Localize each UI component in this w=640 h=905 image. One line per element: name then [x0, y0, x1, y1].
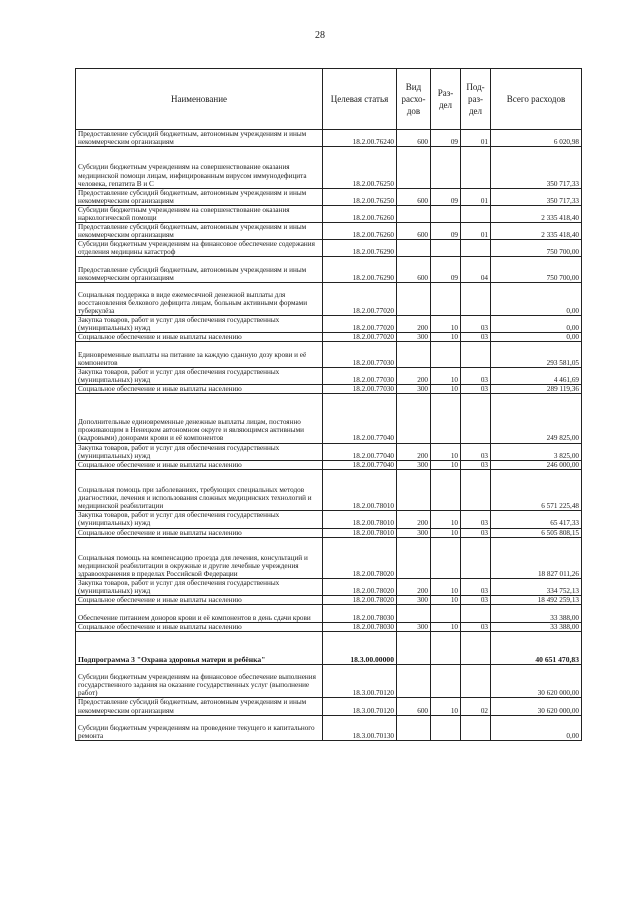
cell-name: Социальное обеспечение и иные выплаты населению [76, 622, 323, 631]
cell-total: 3 825,00 [491, 443, 582, 460]
cell-target-article: 18.2.00.77040 [323, 443, 397, 460]
cell-name: Субсидии бюджетным учреждениям на совершенствование оказания наркологической помощи [76, 205, 323, 222]
header-expense-type: Вид расхо-дов [397, 69, 431, 130]
cell-name: Социальная помощь на компенсацию проезда для лечения, консультаций и медицинской реабилитации в окружные и другие лечебные учреждения здравоохранения в пределах Российской Федерации [76, 537, 323, 579]
cell-expense-type: 200 [397, 511, 431, 528]
cell-subsection [461, 240, 491, 257]
cell-target-article: 18.2.00.76290 [323, 240, 397, 257]
cell-section: 10 [431, 367, 461, 384]
cell-subsection: 03 [461, 443, 491, 460]
cell-name: Социальное обеспечение и иные выплаты населению [76, 384, 323, 393]
cell-name: Закупка товаров, работ и услуг для обеспечения государственных (муниципальных) нужд [76, 367, 323, 384]
cell-expense-type [397, 665, 431, 698]
cell-section: 10 [431, 622, 461, 631]
cell-expense-type: 200 [397, 316, 431, 333]
table-row [76, 443, 582, 460]
table-row [76, 605, 582, 622]
table-row [76, 342, 582, 367]
cell-expense-type [397, 240, 431, 257]
table-row [76, 715, 582, 740]
cell-total: 30 620 000,00 [491, 698, 582, 715]
cell-expense-type: 600 [397, 698, 431, 715]
cell-expense-type: 300 [397, 333, 431, 342]
table-row [76, 537, 582, 579]
cell-total: 6 020,98 [491, 130, 582, 147]
cell-section [431, 393, 461, 443]
cell-expense-type [397, 469, 431, 511]
table-row [76, 698, 582, 715]
cell-total: 750 700,00 [491, 257, 582, 282]
cell-total: 4 461,69 [491, 367, 582, 384]
cell-name: Социальное обеспечение и иные выплаты населению [76, 460, 323, 469]
cell-total: 2 335 418,40 [491, 223, 582, 240]
cell-expense-type: 600 [397, 188, 431, 205]
cell-expense-type [397, 342, 431, 367]
cell-expense-type: 300 [397, 596, 431, 605]
cell-target-article: 18.2.00.78020 [323, 579, 397, 596]
cell-total: 33 388,00 [491, 605, 582, 622]
table-row [76, 393, 582, 443]
cell-subsection: 03 [461, 384, 491, 393]
cell-target-article: 18.2.00.77020 [323, 282, 397, 315]
page-number: 28 [315, 30, 325, 41]
cell-target-article: 18.3.00.70130 [323, 715, 397, 740]
table-row [76, 316, 582, 333]
cell-section: 10 [431, 384, 461, 393]
header-target-article: Целевая статья [323, 69, 397, 130]
cell-section: 09 [431, 257, 461, 282]
table-row [76, 188, 582, 205]
table-row [76, 147, 582, 189]
cell-section: 09 [431, 188, 461, 205]
cell-subsection [461, 469, 491, 511]
header-name: Наименование [76, 69, 323, 130]
cell-total: 246 000,00 [491, 460, 582, 469]
cell-total: 33 388,00 [491, 622, 582, 631]
cell-target-article: 18.2.00.76240 [323, 130, 397, 147]
cell-total: 6 571 225,48 [491, 469, 582, 511]
cell-name: Субсидии бюджетным учреждениям на проведение текущего и капитального ремонта [76, 715, 323, 740]
cell-subsection [461, 393, 491, 443]
cell-subsection: 03 [461, 367, 491, 384]
cell-total: 0,00 [491, 715, 582, 740]
table-row [76, 282, 582, 315]
cell-target-article: 18.2.00.77030 [323, 342, 397, 367]
cell-section [431, 469, 461, 511]
cell-expense-type: 600 [397, 257, 431, 282]
cell-section: 10 [431, 333, 461, 342]
cell-section [431, 715, 461, 740]
table-body [76, 130, 582, 741]
cell-section [431, 605, 461, 622]
cell-target-article: 18.2.00.76260 [323, 205, 397, 222]
table-row [76, 469, 582, 511]
table-row [76, 460, 582, 469]
cell-total: 750 700,00 [491, 240, 582, 257]
cell-section [431, 205, 461, 222]
cell-subsection [461, 665, 491, 698]
cell-total: 334 752,13 [491, 579, 582, 596]
table-row [76, 528, 582, 537]
cell-name: Закупка товаров, работ и услуг для обеспечения государственных (муниципальных) нужд [76, 443, 323, 460]
cell-subsection: 01 [461, 188, 491, 205]
cell-expense-type [397, 631, 431, 664]
cell-subsection: 03 [461, 622, 491, 631]
cell-subsection: 01 [461, 130, 491, 147]
cell-expense-type [397, 205, 431, 222]
cell-subsection: 03 [461, 316, 491, 333]
cell-subsection [461, 282, 491, 315]
table-header-row [76, 69, 582, 130]
cell-target-article: 18.3.00.00000 [323, 631, 397, 664]
cell-section [431, 240, 461, 257]
cell-subsection: 02 [461, 698, 491, 715]
cell-total: 289 119,36 [491, 384, 582, 393]
cell-subsection: 03 [461, 528, 491, 537]
cell-expense-type: 600 [397, 223, 431, 240]
cell-target-article: 18.2.00.77030 [323, 367, 397, 384]
cell-target-article: 18.2.00.78020 [323, 596, 397, 605]
cell-total: 350 717,33 [491, 188, 582, 205]
cell-name: Дополнительные единовременные денежные выплаты лицам, постоянно проживающим в Ненецком автономном округе и являющимся активными (кадровыми) донорами крови и её компонентов [76, 393, 323, 443]
cell-name: Предоставление субсидий бюджетным, автономным учреждениям и иным некоммерческим организациям [76, 188, 323, 205]
cell-target-article: 18.2.00.76250 [323, 188, 397, 205]
cell-name: Социальная поддержка в виде ежемесячной денежной выплаты для восстановления белкового дефицита лицам, больным активными формами туберкулёза [76, 282, 323, 315]
cell-subsection [461, 605, 491, 622]
cell-name: Закупка товаров, работ и услуг для обеспечения государственных (муниципальных) нужд [76, 579, 323, 596]
cell-total: 0,00 [491, 333, 582, 342]
cell-expense-type [397, 715, 431, 740]
cell-total: 18 492 259,13 [491, 596, 582, 605]
expenditure-table [75, 68, 582, 741]
cell-section [431, 665, 461, 698]
cell-target-article: 18.2.00.78030 [323, 605, 397, 622]
cell-name: Социальное обеспечение и иные выплаты населению [76, 528, 323, 537]
cell-expense-type: 300 [397, 460, 431, 469]
table-row [76, 205, 582, 222]
cell-total: 0,00 [491, 282, 582, 315]
cell-total: 30 620 000,00 [491, 665, 582, 698]
cell-expense-type: 200 [397, 443, 431, 460]
cell-subsection: 04 [461, 257, 491, 282]
cell-target-article: 18.3.00.70120 [323, 665, 397, 698]
cell-subsection [461, 342, 491, 367]
cell-expense-type [397, 393, 431, 443]
cell-section: 10 [431, 511, 461, 528]
table-row [76, 130, 582, 147]
cell-target-article: 18.2.00.78030 [323, 622, 397, 631]
cell-name: Социальное обеспечение и иные выплаты населению [76, 596, 323, 605]
cell-name: Единовременные выплаты на питание за каждую сданную дозу крови и её компонентов [76, 342, 323, 367]
table-row [76, 622, 582, 631]
table-row [76, 333, 582, 342]
header-subsection: Под-раз-дел [461, 69, 491, 130]
cell-name: Социальная помощь при заболеваниях, требующих специальных методов диагностики, лечения и использования сложных медицинских технологий и медицинской реабилитации [76, 469, 323, 511]
cell-section: 10 [431, 528, 461, 537]
table-row [76, 223, 582, 240]
cell-section: 10 [431, 443, 461, 460]
table-row [76, 384, 582, 393]
cell-total: 6 505 808,15 [491, 528, 582, 537]
table-row [76, 367, 582, 384]
cell-target-article: 18.2.00.77040 [323, 460, 397, 469]
cell-section: 09 [431, 223, 461, 240]
table-row [76, 257, 582, 282]
header-section: Раз-дел [431, 69, 461, 130]
cell-name: Закупка товаров, работ и услуг для обеспечения государственных (муниципальных) нужд [76, 316, 323, 333]
cell-total: 350 717,33 [491, 147, 582, 189]
cell-name: Субсидии бюджетным учреждениям на совершенствование оказания медицинской помощи лицам, инфицированным вирусом иммунодефицита человека, гепатита В и С [76, 147, 323, 189]
cell-total: 2 335 418,40 [491, 205, 582, 222]
cell-expense-type [397, 605, 431, 622]
cell-section [431, 631, 461, 664]
cell-subsection: 03 [461, 333, 491, 342]
cell-section [431, 342, 461, 367]
cell-expense-type: 200 [397, 367, 431, 384]
cell-name: Предоставление субсидий бюджетным, автономным учреждениям и иным некоммерческим организациям [76, 223, 323, 240]
cell-target-article: 18.2.00.77040 [323, 393, 397, 443]
cell-subsection [461, 715, 491, 740]
table-row [76, 596, 582, 605]
cell-target-article: 18.3.00.70120 [323, 698, 397, 715]
cell-name: Предоставление субсидий бюджетным, автономным учреждениям и иным некоммерческим организациям [76, 130, 323, 147]
cell-section [431, 537, 461, 579]
cell-subsection: 03 [461, 579, 491, 596]
cell-target-article: 18.2.00.76260 [323, 223, 397, 240]
cell-expense-type [397, 147, 431, 189]
cell-total: 40 651 470,83 [491, 631, 582, 664]
cell-expense-type: 600 [397, 130, 431, 147]
cell-expense-type: 200 [397, 579, 431, 596]
cell-section: 10 [431, 316, 461, 333]
cell-section: 10 [431, 579, 461, 596]
cell-name: Подпрограмма 3 "Охрана здоровья матери и ребёнка" [76, 631, 323, 664]
cell-name: Социальное обеспечение и иные выплаты населению [76, 333, 323, 342]
cell-target-article: 18.2.00.76290 [323, 257, 397, 282]
cell-section: 09 [431, 130, 461, 147]
cell-name: Закупка товаров, работ и услуг для обеспечения государственных (муниципальных) нужд [76, 511, 323, 528]
cell-name: Предоставление субсидий бюджетным, автономным учреждениям и иным некоммерческим организациям [76, 257, 323, 282]
cell-total: 249 825,00 [491, 393, 582, 443]
cell-subsection: 03 [461, 511, 491, 528]
cell-target-article: 18.2.00.77030 [323, 384, 397, 393]
cell-section [431, 282, 461, 315]
cell-name: Субсидии бюджетным учреждениям на финансовое обеспечение содержания отделения медицины катастроф [76, 240, 323, 257]
cell-subsection: 03 [461, 460, 491, 469]
header-total: Всего расходов [491, 69, 582, 130]
cell-expense-type: 300 [397, 384, 431, 393]
cell-expense-type: 300 [397, 528, 431, 537]
cell-section: 10 [431, 460, 461, 469]
table-row [76, 240, 582, 257]
cell-total: 293 581,05 [491, 342, 582, 367]
cell-target-article: 18.2.00.77020 [323, 333, 397, 342]
table-row [76, 631, 582, 664]
cell-name: Обеспечение питанием доноров крови и её компонентов в день сдачи крови [76, 605, 323, 622]
cell-target-article: 18.2.00.77020 [323, 316, 397, 333]
cell-target-article: 18.2.00.78010 [323, 469, 397, 511]
cell-target-article: 18.2.00.78010 [323, 511, 397, 528]
cell-subsection [461, 205, 491, 222]
cell-expense-type [397, 537, 431, 579]
table-row [76, 579, 582, 596]
cell-section [431, 147, 461, 189]
table-row [76, 665, 582, 698]
cell-total: 18 827 011,26 [491, 537, 582, 579]
cell-target-article: 18.2.00.78020 [323, 537, 397, 579]
table-row [76, 511, 582, 528]
cell-section: 10 [431, 596, 461, 605]
cell-section: 10 [431, 698, 461, 715]
cell-name: Предоставление субсидий бюджетным, автономным учреждениям и иным некоммерческим организациям [76, 698, 323, 715]
cell-total: 0,00 [491, 316, 582, 333]
cell-target-article: 18.2.00.76250 [323, 147, 397, 189]
cell-target-article: 18.2.00.78010 [323, 528, 397, 537]
cell-total: 65 417,33 [491, 511, 582, 528]
cell-name: Субсидии бюджетным учреждениям на финансовое обеспечение выполнения государственного задания на оказание государственных услуг (выполнение работ) [76, 665, 323, 698]
cell-subsection [461, 631, 491, 664]
cell-expense-type [397, 282, 431, 315]
cell-subsection [461, 147, 491, 189]
cell-subsection [461, 537, 491, 579]
cell-expense-type: 300 [397, 622, 431, 631]
cell-subsection: 01 [461, 223, 491, 240]
cell-subsection: 03 [461, 596, 491, 605]
